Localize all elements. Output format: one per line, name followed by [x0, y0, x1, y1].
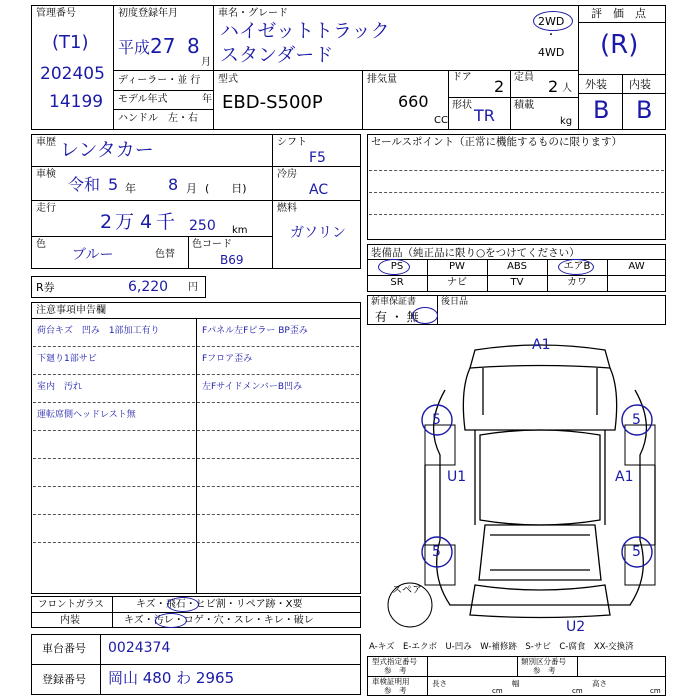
mileage-sen-unit: 千: [156, 211, 176, 233]
model-label: 型式: [218, 74, 238, 85]
damage-mark-front-right-wheel: 5: [632, 544, 641, 560]
warranty-circle: [412, 307, 438, 324]
category-number-ref: 参 考: [533, 666, 556, 675]
drive-dot: ・: [546, 30, 556, 41]
car-name-label: 車名・グレード: [218, 8, 288, 19]
glass-circle: [167, 597, 199, 612]
color-value: ブルー: [72, 247, 114, 263]
fuel-value: ガソリン: [290, 225, 346, 241]
damage-mark-a1-rear: A1: [532, 337, 551, 353]
equipment-aw: AW: [628, 261, 645, 272]
handle-label: ハンドル 左・右: [118, 113, 198, 124]
notes-label: 注意事項申告欄: [36, 305, 106, 316]
width-label: 幅: [512, 679, 520, 688]
sales-points: [367, 134, 666, 240]
warranty-value: 有 ・ 無: [375, 310, 419, 324]
damage-mark-u1-left: U1: [447, 469, 467, 485]
interior-score: B: [636, 96, 653, 124]
spare-label: スペア: [392, 585, 422, 596]
mileage-sen: 4: [140, 211, 153, 233]
drive-4wd: 4WD: [538, 46, 565, 59]
interior-row-label: 内装: [60, 615, 80, 626]
car-name-line1: ハイゼットトラック: [220, 20, 390, 42]
certificate-label: 車検証明用: [372, 677, 410, 686]
equipment-abs: ABS: [507, 261, 527, 272]
damage-mark-a1-right: A1: [615, 469, 634, 485]
capacity-label: 定員: [514, 72, 534, 83]
interior-options: キズ・汚レ・コゲ・穴・スレ・キレ・破レ: [124, 615, 314, 626]
model-year-unit: 年: [202, 94, 212, 105]
first-registration-month: 8: [187, 34, 200, 58]
length-label: 長さ: [432, 679, 447, 688]
inspection-month: 8: [168, 175, 179, 194]
color-change-label: 色替: [155, 249, 175, 260]
notes-cell-1-0: 下廻り1部サビ: [37, 354, 97, 364]
glass-options: キズ・飛石・ヒビ割・リペア跡・X要: [136, 599, 303, 610]
notes-cell-0-1: Fパネル左Fピラー BP歪み: [202, 326, 308, 336]
mileage-unit: km: [232, 225, 248, 236]
inspection-era: 令和: [68, 175, 101, 194]
equipment-ps-circle: [378, 259, 410, 275]
glass-label: フロントガラス: [38, 599, 104, 610]
type-number-label: 型式指定番号: [372, 657, 417, 666]
mileage-label: 走行: [36, 203, 56, 214]
inspection-month-unit: 月: [186, 182, 197, 195]
notes-cell-2-1: 左FサイドメンバーB凹み: [202, 382, 303, 392]
manual-label: 後日品: [441, 297, 469, 307]
equipment-navi: ナビ: [447, 277, 467, 288]
equipment-sr: SR: [390, 277, 404, 288]
color-label: 色: [36, 239, 46, 250]
history-label: 車歴: [36, 137, 56, 148]
notes-cell-3-0: 運転席側ヘッドレスト無: [37, 410, 136, 420]
displacement-unit: CC: [434, 115, 448, 126]
warranty-label: 新車保証書: [371, 297, 417, 307]
inspection-year-unit: 年: [125, 182, 136, 195]
length-cm: cm: [492, 687, 503, 695]
inspection-day-unit: ( 日): [205, 182, 247, 195]
color-code-label: 色コード: [192, 239, 232, 250]
first-registration-label: 初度登録年月: [118, 8, 178, 19]
capacity-unit: 人: [562, 83, 572, 94]
registration-label: 登録番号: [42, 673, 86, 686]
load-unit: kg: [560, 116, 573, 127]
registration-value: 岡山 480 わ 2965: [108, 669, 235, 687]
management-code3: 14199: [49, 92, 104, 112]
equipment-label: 装備品（純正品に限り○をつけてください）: [371, 247, 580, 259]
mileage-rest: 250: [189, 218, 216, 234]
notes-cell-0-0: 荷台キズ 凹み 1部加工有り: [37, 326, 160, 336]
evaluation-score: (R): [600, 30, 639, 60]
displacement-label: 排気量: [367, 74, 397, 85]
exterior-label: 外装: [585, 78, 607, 91]
color-code: B69: [220, 253, 244, 267]
sales-points-label: セールスポイント（正常に機能するものに限ります）: [371, 136, 623, 148]
equipment-airbag: エアB: [563, 261, 591, 272]
doors-label: ドア: [452, 72, 472, 83]
fuel-label: 燃料: [277, 203, 297, 214]
management-code1: (T1): [52, 32, 89, 53]
recycle-box: [31, 276, 206, 298]
damage-legend: A-キズ E-エクボ U-凹み W-補修跡 S-サビ C-腐食 XX-交換済: [369, 642, 634, 652]
equipment-leather: カワ: [567, 277, 587, 288]
equipment-airbag-circle: [558, 259, 594, 275]
interior-label: 内装: [629, 78, 651, 91]
load-label: 積載: [514, 100, 534, 111]
model-value: EBD-S500P: [222, 92, 323, 113]
management-label: 管理番号: [36, 8, 76, 19]
damage-mark-rear-right-wheel: 5: [632, 412, 641, 428]
shift-label: シフト: [277, 137, 307, 148]
first-registration-era: 平成: [118, 38, 151, 57]
shape-label: 形状: [452, 100, 472, 111]
notes-cell-1-1: Fフロア歪み: [202, 354, 253, 364]
car-name-line2: スタンダード: [220, 44, 334, 66]
damage-mark-rear-left-wheel: 5: [432, 412, 441, 428]
evaluation-label: 評 価 点: [591, 7, 646, 20]
history-value: レンタカー: [60, 139, 154, 161]
shape-value: TR: [474, 106, 495, 125]
recycle-unit: 円: [188, 282, 198, 293]
capacity-value: 2: [548, 77, 559, 96]
shift-value: F5: [309, 150, 326, 166]
exterior-score: B: [593, 96, 610, 124]
equipment-ps: PS: [390, 261, 404, 272]
notes-cell-2-0: 室内 汚れ: [37, 382, 83, 392]
inspection-label: 車検: [36, 169, 56, 180]
displacement-value: 660: [398, 92, 429, 111]
drive-2wd: 2WD: [538, 15, 565, 28]
chassis-label: 車台番号: [42, 642, 86, 655]
first-registration-month-unit: 月: [201, 57, 211, 68]
type-number-ref: 参 考: [384, 666, 407, 675]
chassis-value: 0024374: [108, 640, 171, 656]
management-code2: 202405: [40, 64, 105, 84]
inspection-year: 5: [108, 175, 119, 194]
height-cm: cm: [650, 687, 661, 695]
certificate-ref: 参 考: [384, 686, 407, 695]
mileage-man: 2: [100, 211, 113, 233]
equipment-tv: TV: [510, 277, 524, 288]
model-year-label: モデル年式: [118, 94, 168, 105]
recycle-value: 6,220: [128, 279, 169, 295]
recycle-label: R券: [36, 281, 55, 294]
damage-mark-u2-front: U2: [566, 619, 586, 635]
width-cm: cm: [572, 687, 583, 695]
interior-circle: [155, 613, 187, 628]
mileage-man-unit: 万: [115, 211, 135, 233]
dealer-label: ディーラー・並 行: [118, 75, 201, 86]
category-number-label: 類別区分番号: [521, 657, 566, 666]
height-label: 高さ: [592, 679, 607, 688]
equipment-pw: PW: [449, 261, 465, 272]
aircon-value: AC: [309, 182, 329, 198]
doors-value: 2: [494, 77, 505, 96]
first-registration-year: 27: [150, 34, 176, 58]
damage-mark-front-left-wheel: 5: [432, 544, 441, 560]
aircon-label: 冷房: [277, 169, 297, 180]
